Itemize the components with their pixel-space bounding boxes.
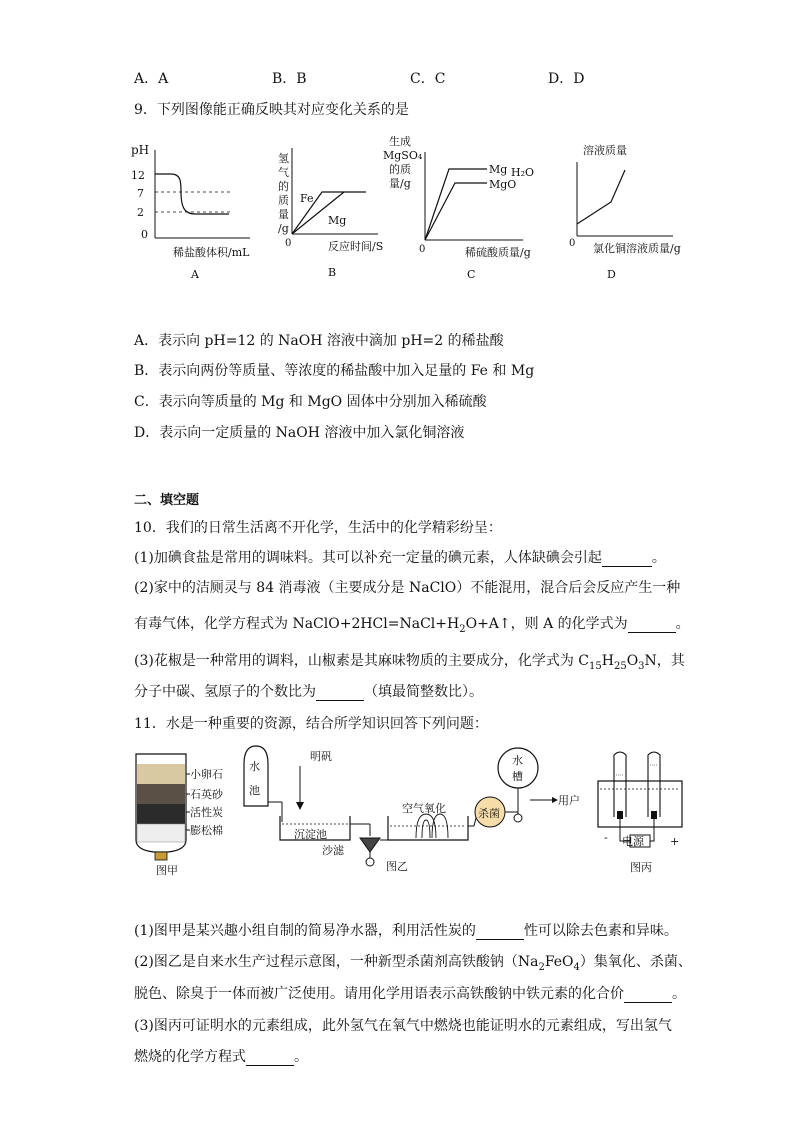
graph-c-caption: C — [467, 268, 476, 281]
graph-c-xlabel: 稀硫酸质量/g — [465, 246, 531, 259]
jia-label-pebble: 小卵石 — [190, 768, 223, 781]
q10-part3-line1: (3)花椒是一种常用的调料，山椒素是其麻味物质的主要成分，化学式为 $C_{15}H_{25}O_3N$，其 — [134, 653, 685, 672]
graph-b — [270, 140, 400, 280]
graph-c-origin: 0 — [419, 244, 426, 255]
graph-d-line — [577, 170, 625, 224]
graph-d-caption: D — [607, 268, 616, 281]
yi-pool-label-2: 池 — [249, 784, 260, 797]
yi-user-label: 用户 — [558, 794, 580, 807]
jia-label-carbon: 活性炭 — [190, 806, 223, 819]
q10-part2-line2: 有毒气体，化学方程式为 $NaClO+2HCl=NaCl+H_2O+A↑$，则 A 的化学式为 。 — [134, 616, 690, 635]
yi-tank-label-1: 水 — [512, 754, 523, 767]
yi-tank-label-2: 槽 — [512, 770, 523, 783]
graph-a-caption: A — [191, 268, 199, 281]
q9-option-d: D．表示向一定质量的 NaOH 溶液中加入氯化铜溶液 — [134, 425, 465, 441]
q11-blank3[interactable] — [246, 1049, 294, 1066]
graph-a-xlabel: 稀盐酸体积/mL — [173, 246, 250, 259]
graph-b-ylabel: 氢 气 的 质 量 /g — [278, 152, 289, 235]
graph-b-origin: 0 — [285, 238, 292, 249]
graph-a-tick-2: 2 — [137, 206, 144, 219]
q9-option-b: B．表示向两份等质量、等浓度的稀盐酸中加入足量的 Fe 和 Mg — [134, 363, 535, 379]
q10-blank3[interactable] — [316, 684, 364, 701]
yi-pool-label-1: 水 — [249, 760, 260, 773]
graph-b-caption: B — [328, 266, 337, 279]
q10-part2-line1: (2)家中的洁厕灵与 84 消毒液（主要成分是 NaClO）不能混用，混合后会反应产生一种 — [134, 580, 681, 596]
q10-part1: (1)加碘食盐是常用的调味料。其可以补充一定量的碘元素，人体缺碘会引起 。 — [134, 550, 666, 566]
graph-a-curve — [155, 174, 229, 214]
graph-b-mg-label: Mg — [328, 214, 347, 227]
q11-stem: 11．水是一种重要的资源，结合所学知识回答下列问题： — [134, 716, 488, 732]
graph-d — [565, 140, 695, 280]
yi-sterilize-label: 杀菌 — [478, 807, 500, 820]
graph-a — [125, 138, 265, 281]
yi-sediment-label: 沉淀池 — [294, 828, 327, 841]
q11-part3-line2: 燃烧的化学方程式 。 — [134, 1049, 308, 1065]
bing-plus-label: + — [670, 835, 680, 848]
q10-blank2[interactable] — [628, 616, 676, 633]
graph-a-tick-12: 12 — [131, 169, 145, 182]
graph-a-origin: 0 — [141, 228, 148, 241]
jia-caption: 图甲 — [156, 864, 178, 877]
yi-caption: 图乙 — [386, 860, 408, 873]
q11-part2-line1: (2)图乙是自来水生产过程示意图，一种新型杀菌剂高铁酸钠$(Na_2FeO_4)$集氧化、杀菌、 — [134, 954, 692, 973]
q8-option-b: B．B — [272, 71, 307, 87]
jia-label-sand: 石英砂 — [190, 788, 223, 801]
graph-b-xlabel: 反应时间/S — [328, 240, 384, 253]
q10-blank1[interactable] — [602, 550, 652, 567]
q11-blank1[interactable] — [476, 923, 524, 940]
yi-air-label: 空气氧化 — [402, 802, 446, 815]
q11-part1: (1)图甲是某兴趣小组自制的简易净水器，利用活性炭的 性可以除去色素和异味。 — [134, 923, 678, 939]
graph-c-mg-label: Mg — [489, 163, 508, 176]
q10-part3-line2: 分子中碳、氢原子的个数比为 （填最简整数比）。 — [134, 684, 483, 700]
graph-c-mg-line — [425, 169, 487, 240]
q9-stem: 9．下列图像能正确反映其对应变化关系的是 — [134, 102, 409, 118]
q11-part2-line2: 脱色、除臭于一体而被广泛使用。请用化学用语表示高铁酸钠中铁元素的化合价 。 — [134, 986, 686, 1002]
q11-part3-line1: (3)图丙可证明水的元素组成，此外氢气在氧气中燃烧也能证明水的元素组成，写出氢气 — [134, 1018, 672, 1034]
figure-bing — [592, 745, 692, 880]
graph-a-ylabel: pH — [131, 143, 150, 157]
graph-c-ylabel: 生成 MgSO₄ 的质 量/g — [383, 135, 423, 190]
yi-sand-label: 沙滤 — [322, 844, 344, 857]
bing-power-label: 电源 — [622, 835, 644, 848]
q8-option-d: D．D — [548, 71, 585, 87]
q8-option-c: C．C — [410, 71, 446, 87]
graph-d-origin: 0 — [569, 238, 576, 249]
q8-option-a: A．A — [134, 71, 169, 87]
q9-option-c: C．表示向等质量的 Mg 和 MgO 固体中分别加入稀硫酸 — [134, 394, 487, 410]
figure-jia — [128, 748, 238, 878]
section-heading: 二、填空题 — [134, 493, 200, 508]
graph-c — [383, 128, 553, 281]
q10-stem: 10．我们的日常生活离不开化学，生活中的化学精彩纷呈： — [134, 520, 502, 536]
q9-option-a: A．表示向 pH=12 的 NaOH 溶液中滴加 pH=2 的稀盐酸 — [134, 333, 504, 349]
graph-d-ylabel: 溶液质量 — [583, 144, 627, 157]
bing-caption: 图丙 — [630, 861, 652, 874]
bing-minus-label: - — [604, 831, 608, 844]
q11-blank2[interactable] — [624, 986, 672, 1003]
graph-b-fe-label: Fe — [300, 192, 314, 205]
graph-c-mgo-label: MgO — [489, 178, 517, 191]
yi-water-pool — [244, 746, 268, 806]
figure-yi — [240, 742, 585, 882]
jia-label-cotton: 膨松棉 — [190, 824, 223, 837]
yi-alum-label: 明矾 — [310, 750, 332, 763]
graph-c-h2o-label: H₂O — [511, 166, 535, 179]
graph-d-xlabel: 氯化铜溶液质量/g — [593, 242, 681, 255]
graph-a-tick-7: 7 — [137, 187, 144, 200]
